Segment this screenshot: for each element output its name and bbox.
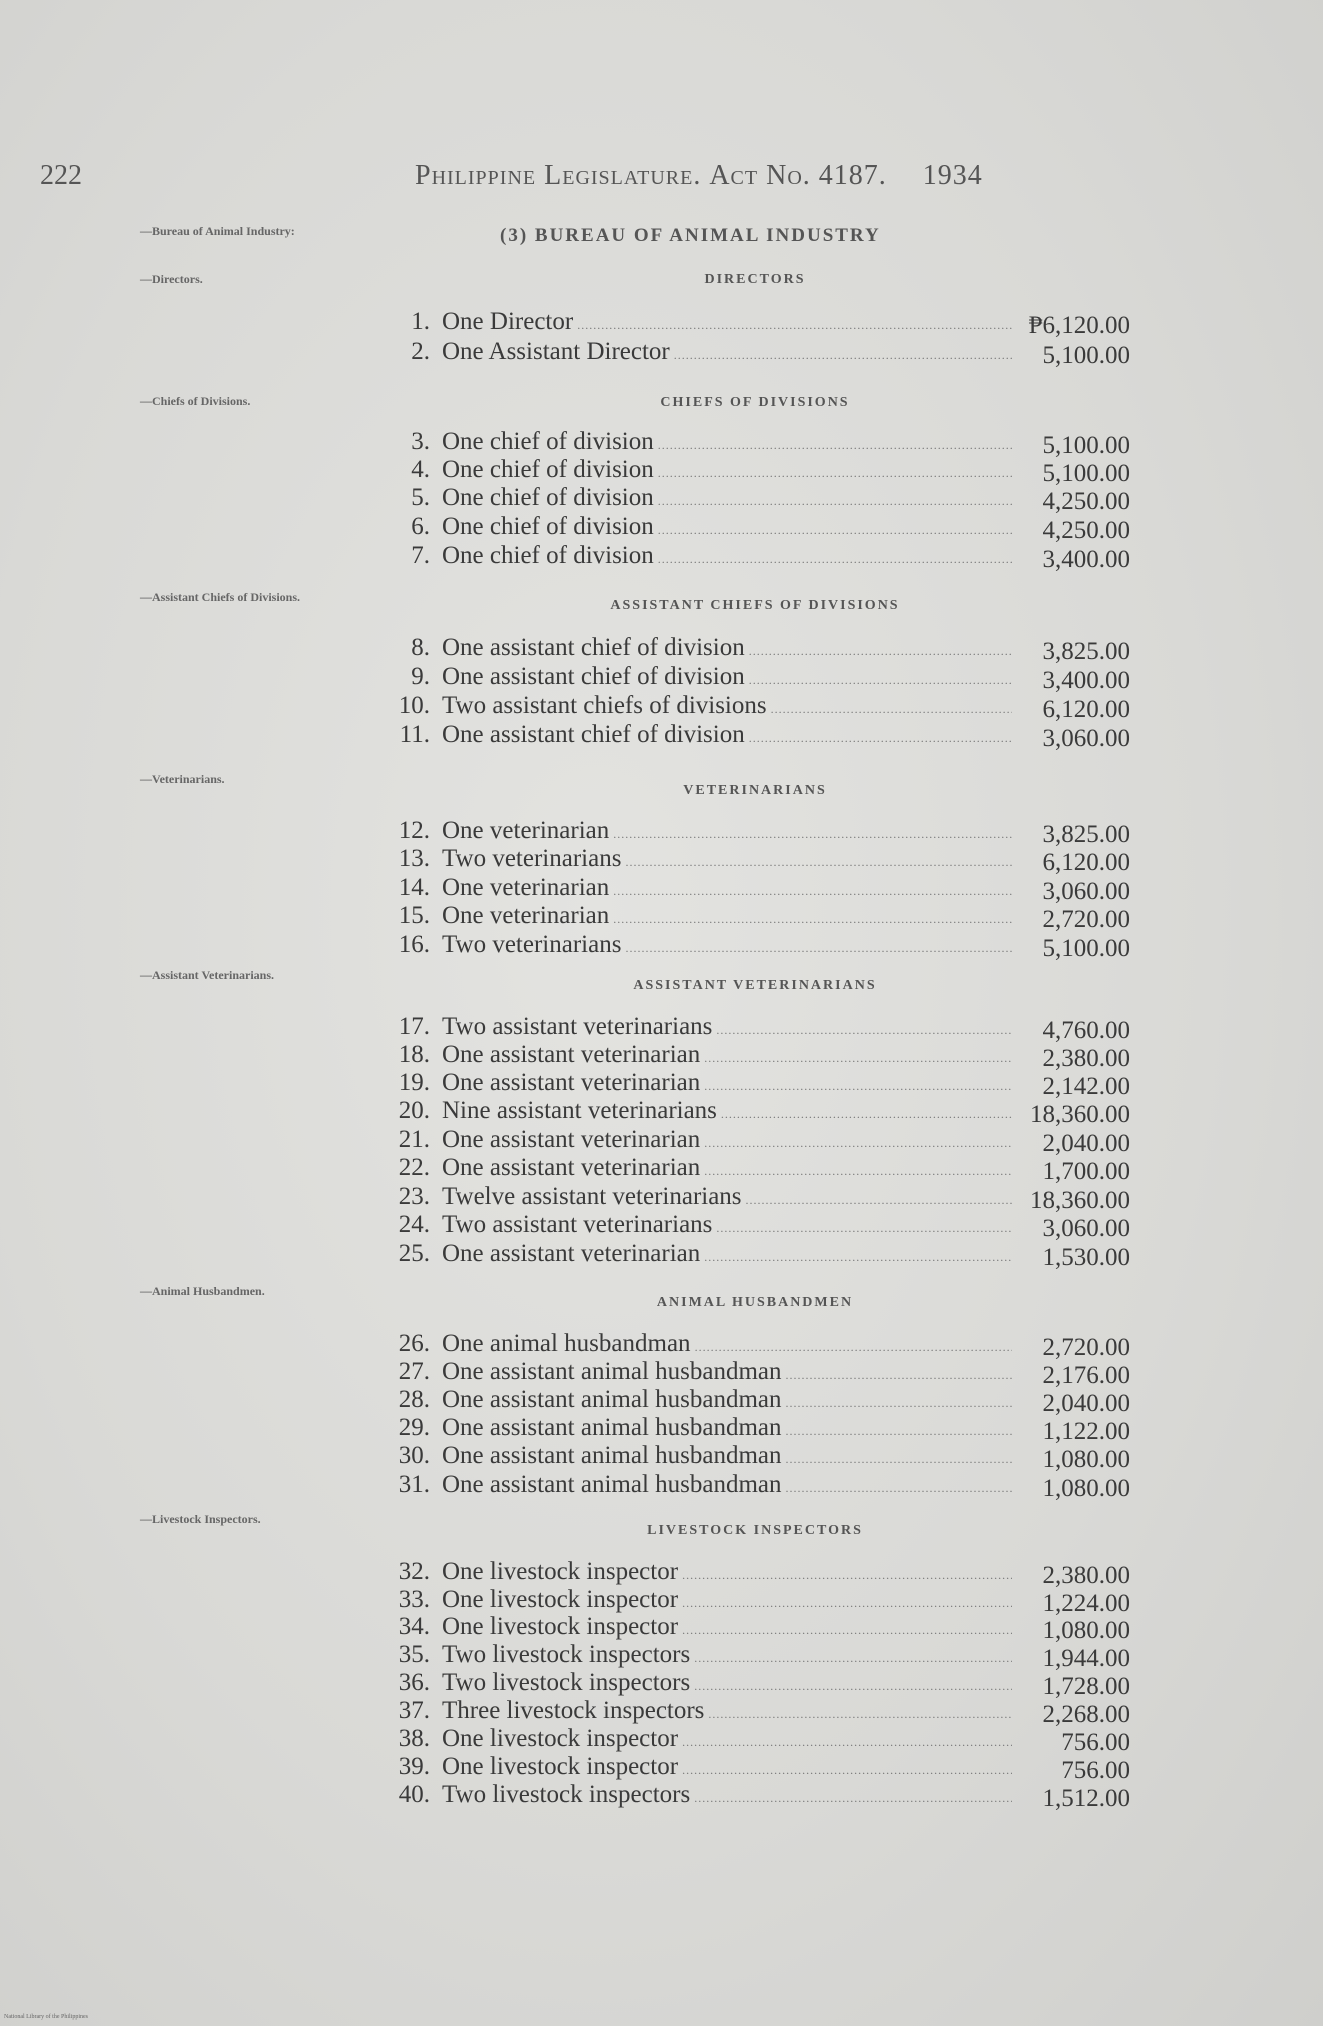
item-description: Two assistant veterinarians ..... — [442, 1211, 1012, 1239]
item-number: 28. — [398, 1386, 430, 1413]
item-amount: 1,224.00 — [1042, 1590, 1130, 1617]
item-description: One assistant veterinarian ..... — [442, 1126, 1012, 1154]
item-amount: 3,825.00 — [1042, 638, 1130, 665]
item-description: Two assistant veterinarians ..... — [442, 1013, 1012, 1041]
running-head-act: Act No. 4187. — [709, 160, 887, 191]
item-description: One livestock inspector ..... — [442, 1753, 1012, 1781]
item-number: 19. — [398, 1069, 430, 1096]
margin-note-assistant-chiefs: —Assistant Chiefs of Divisions. — [140, 590, 301, 604]
margin-note-veterinarians: —Veterinarians. — [140, 772, 225, 786]
footer-credit: National Library of the Philippines — [4, 2014, 88, 2020]
running-head-year: 1934 — [922, 160, 983, 191]
item-description: One chief of division ..... — [442, 513, 1012, 541]
item-amount: 2,176.00 — [1042, 1362, 1130, 1389]
item-amount: 2,720.00 — [1042, 906, 1130, 933]
item-description: One assistant veterinarian ..... — [442, 1154, 1012, 1182]
schedule-row — [370, 692, 1130, 723]
item-amount: 6,120.00 — [1042, 849, 1130, 876]
margin-note-assistant-veterinarians: —Assistant Veterinarians. — [140, 968, 275, 982]
schedule-row — [370, 817, 1130, 848]
item-description: One veterinarian ..... — [442, 817, 1012, 845]
item-number: 13. — [398, 845, 430, 872]
item-number: 34. — [398, 1613, 430, 1640]
item-amount: 18,360.00 — [1030, 1187, 1130, 1214]
item-description: One chief of division ..... — [442, 542, 1012, 570]
group-heading: ANIMAL HUSBANDMEN — [656, 1295, 854, 1310]
item-description: One assistant animal husbandman ..... — [442, 1358, 1012, 1386]
item-amount: 1,080.00 — [1042, 1475, 1130, 1502]
item-amount: 1,512.00 — [1042, 1785, 1130, 1812]
schedule-row — [370, 1414, 1130, 1445]
item-description: One animal husbandman ..... — [442, 1330, 1012, 1358]
item-description: One Assistant Director ..... — [442, 338, 1012, 366]
item-number: 32. — [398, 1558, 430, 1585]
schedule-row — [370, 1725, 1130, 1756]
item-number: 15. — [398, 902, 430, 929]
item-number: 40. — [398, 1781, 430, 1808]
schedule-row — [370, 513, 1130, 544]
group-heading: DIRECTORS — [704, 272, 806, 287]
schedule-row — [370, 1471, 1130, 1502]
item-amount: 6,120.00 — [1042, 696, 1130, 723]
schedule-row — [370, 845, 1130, 876]
item-number: 36. — [398, 1669, 430, 1696]
item-description: Two veterinarians ..... — [442, 931, 1012, 959]
item-number: 14. — [398, 874, 430, 901]
item-number: 33. — [398, 1586, 430, 1613]
item-number: 22. — [398, 1154, 430, 1181]
item-description: One livestock inspector ..... — [442, 1613, 1012, 1641]
item-amount: 2,268.00 — [1042, 1701, 1130, 1728]
item-number: 37. — [398, 1697, 430, 1724]
item-number: 25. — [398, 1240, 430, 1267]
group-heading: LIVESTOCK INSPECTORS — [647, 1523, 863, 1538]
group-heading: ASSISTANT VETERINARIANS — [633, 978, 877, 993]
schedule-row — [370, 1558, 1130, 1589]
margin-note-livestock-inspectors: —Livestock Inspectors. — [140, 1512, 261, 1526]
item-number: 9. — [411, 663, 430, 690]
schedule-row — [370, 1097, 1130, 1128]
item-number: 3. — [411, 428, 430, 455]
item-description: Two veterinarians ..... — [442, 845, 1012, 873]
item-number: 27. — [398, 1358, 430, 1385]
margin-note-animal-husbandmen: —Animal Husbandmen. — [140, 1284, 265, 1298]
schedule-row — [370, 1781, 1130, 1812]
schedule-row — [370, 1211, 1130, 1242]
schedule-row — [370, 1358, 1130, 1389]
schedule-row — [370, 1753, 1130, 1784]
item-description: One veterinarian ..... — [442, 902, 1012, 930]
item-number: 2. — [411, 338, 430, 365]
item-amount: 5,100.00 — [1042, 342, 1130, 369]
item-number: 1. — [411, 308, 430, 335]
item-amount: 2,040.00 — [1042, 1130, 1130, 1157]
item-amount: 2,380.00 — [1042, 1562, 1130, 1589]
item-description: One assistant veterinarian ..... — [442, 1240, 1012, 1268]
item-number: 26. — [398, 1330, 430, 1357]
item-amount: 5,100.00 — [1042, 460, 1130, 487]
item-amount: 3,400.00 — [1042, 546, 1130, 573]
schedule-row — [370, 1069, 1130, 1100]
item-number: 21. — [398, 1126, 430, 1153]
item-description: One chief of division ..... — [442, 484, 1012, 512]
item-description: One livestock inspector ..... — [442, 1725, 1012, 1753]
item-description: One chief of division ..... — [442, 428, 1012, 456]
item-amount: 1,080.00 — [1042, 1446, 1130, 1473]
item-description: One assistant chief of division ..... — [442, 663, 1012, 691]
group-heading: CHIEFS OF DIVISIONS — [660, 395, 850, 410]
item-description: Two livestock inspectors ..... — [442, 1641, 1012, 1669]
schedule-row — [370, 1442, 1130, 1473]
schedule-row — [370, 1240, 1130, 1271]
schedule-row — [370, 1330, 1130, 1361]
item-amount: 1,122.00 — [1042, 1418, 1130, 1445]
schedule-row — [370, 1154, 1130, 1185]
item-amount: 3,060.00 — [1042, 878, 1130, 905]
item-description: One chief of division ..... — [442, 456, 1012, 484]
schedule-row — [370, 634, 1130, 665]
item-number: 16. — [398, 931, 430, 958]
schedule-row — [370, 484, 1130, 515]
item-amount: ₱6,120.00 — [1028, 312, 1130, 339]
item-amount: 4,760.00 — [1042, 1017, 1130, 1044]
schedule-row — [370, 931, 1130, 962]
item-number: 30. — [398, 1442, 430, 1469]
item-description: Two livestock inspectors ..... — [442, 1669, 1012, 1697]
item-amount: 1,700.00 — [1042, 1158, 1130, 1185]
item-amount: 1,728.00 — [1042, 1673, 1130, 1700]
item-number: 7. — [411, 542, 430, 569]
item-amount: 3,060.00 — [1042, 725, 1130, 752]
item-number: 12. — [398, 817, 430, 844]
page-number: 222 — [40, 160, 82, 191]
item-amount: 2,142.00 — [1042, 1073, 1130, 1100]
margin-note-bureau: —Bureau of Animal Industry: — [140, 224, 295, 238]
running-head-title: Philippine Legislature. — [415, 160, 702, 191]
item-description: One livestock inspector ..... — [442, 1586, 1012, 1614]
schedule-row — [370, 308, 1130, 339]
running-head — [415, 160, 983, 192]
section-title: (3) BUREAU OF ANIMAL INDUSTRY — [500, 225, 881, 246]
schedule-row — [370, 1386, 1130, 1417]
schedule-row — [370, 1013, 1130, 1044]
schedule-row — [370, 1126, 1130, 1157]
item-amount: 756.00 — [1061, 1757, 1130, 1784]
item-number: 6. — [411, 513, 430, 540]
item-number: 35. — [398, 1641, 430, 1668]
margin-note-directors: —Directors. — [140, 272, 203, 286]
item-number: 20. — [398, 1097, 430, 1124]
item-number: 11. — [399, 721, 430, 748]
schedule-row — [370, 663, 1130, 694]
item-amount: 4,250.00 — [1042, 517, 1130, 544]
item-amount: 2,720.00 — [1042, 1334, 1130, 1361]
schedule-row — [370, 1697, 1130, 1728]
schedule-row — [370, 338, 1130, 369]
item-amount: 1,944.00 — [1042, 1645, 1130, 1672]
item-amount: 2,040.00 — [1042, 1390, 1130, 1417]
group-heading: VETERINARIANS — [683, 783, 827, 798]
schedule-row — [370, 428, 1130, 459]
item-amount: 5,100.00 — [1042, 935, 1130, 962]
schedule-row — [370, 1041, 1130, 1072]
item-number: 5. — [411, 484, 430, 511]
schedule-row — [370, 456, 1130, 487]
item-description: Three livestock inspectors ..... — [442, 1697, 1012, 1725]
schedule-row — [370, 1586, 1130, 1617]
item-amount: 1,080.00 — [1042, 1617, 1130, 1644]
item-number: 17. — [398, 1013, 430, 1040]
item-description: One Director ..... — [442, 308, 1012, 336]
schedule-row — [370, 902, 1130, 933]
item-description: Nine assistant veterinarians ..... — [442, 1097, 1012, 1125]
schedule-row — [370, 874, 1130, 905]
item-description: One assistant animal husbandman ..... — [442, 1386, 1012, 1414]
group-heading: ASSISTANT CHIEFS OF DIVISIONS — [610, 598, 900, 613]
margin-note-chiefs: —Chiefs of Divisions. — [140, 394, 251, 408]
item-number: 23. — [398, 1183, 430, 1210]
schedule-row — [370, 1669, 1130, 1700]
schedule-row — [370, 1641, 1130, 1672]
schedule-row — [370, 542, 1130, 573]
item-description: Twelve assistant veterinarians ..... — [442, 1183, 1012, 1211]
item-description: One assistant veterinarian ..... — [442, 1041, 1012, 1069]
item-number: 8. — [411, 634, 430, 661]
item-description: One assistant animal husbandman ..... — [442, 1471, 1012, 1499]
item-description: One veterinarian ..... — [442, 874, 1012, 902]
item-number: 4. — [411, 456, 430, 483]
item-description: One assistant chief of division ..... — [442, 634, 1012, 662]
item-amount: 1,530.00 — [1042, 1244, 1130, 1271]
item-amount: 18,360.00 — [1030, 1101, 1130, 1128]
schedule-row — [370, 1183, 1130, 1214]
item-number: 29. — [398, 1414, 430, 1441]
item-number: 38. — [398, 1725, 430, 1752]
item-number: 39. — [398, 1753, 430, 1780]
item-description: One assistant chief of division ..... — [442, 721, 1012, 749]
schedule-row — [370, 721, 1130, 752]
schedule-row — [370, 1613, 1130, 1644]
item-description: One livestock inspector ..... — [442, 1558, 1012, 1586]
item-amount: 4,250.00 — [1042, 488, 1130, 515]
item-description: One assistant animal husbandman ..... — [442, 1414, 1012, 1442]
item-number: 31. — [398, 1471, 430, 1498]
item-amount: 3,060.00 — [1042, 1215, 1130, 1242]
item-description: One assistant veterinarian ..... — [442, 1069, 1012, 1097]
item-number: 24. — [398, 1211, 430, 1238]
item-amount: 2,380.00 — [1042, 1045, 1130, 1072]
item-description: One assistant animal husbandman ..... — [442, 1442, 1012, 1470]
item-amount: 3,400.00 — [1042, 667, 1130, 694]
item-amount: 756.00 — [1061, 1729, 1130, 1756]
item-amount: 5,100.00 — [1042, 432, 1130, 459]
item-number: 10. — [398, 692, 430, 719]
item-description: Two assistant chiefs of divisions ..... — [442, 692, 1012, 720]
item-amount: 3,825.00 — [1042, 821, 1130, 848]
item-number: 18. — [398, 1041, 430, 1068]
item-description: Two livestock inspectors ..... — [442, 1781, 1012, 1809]
